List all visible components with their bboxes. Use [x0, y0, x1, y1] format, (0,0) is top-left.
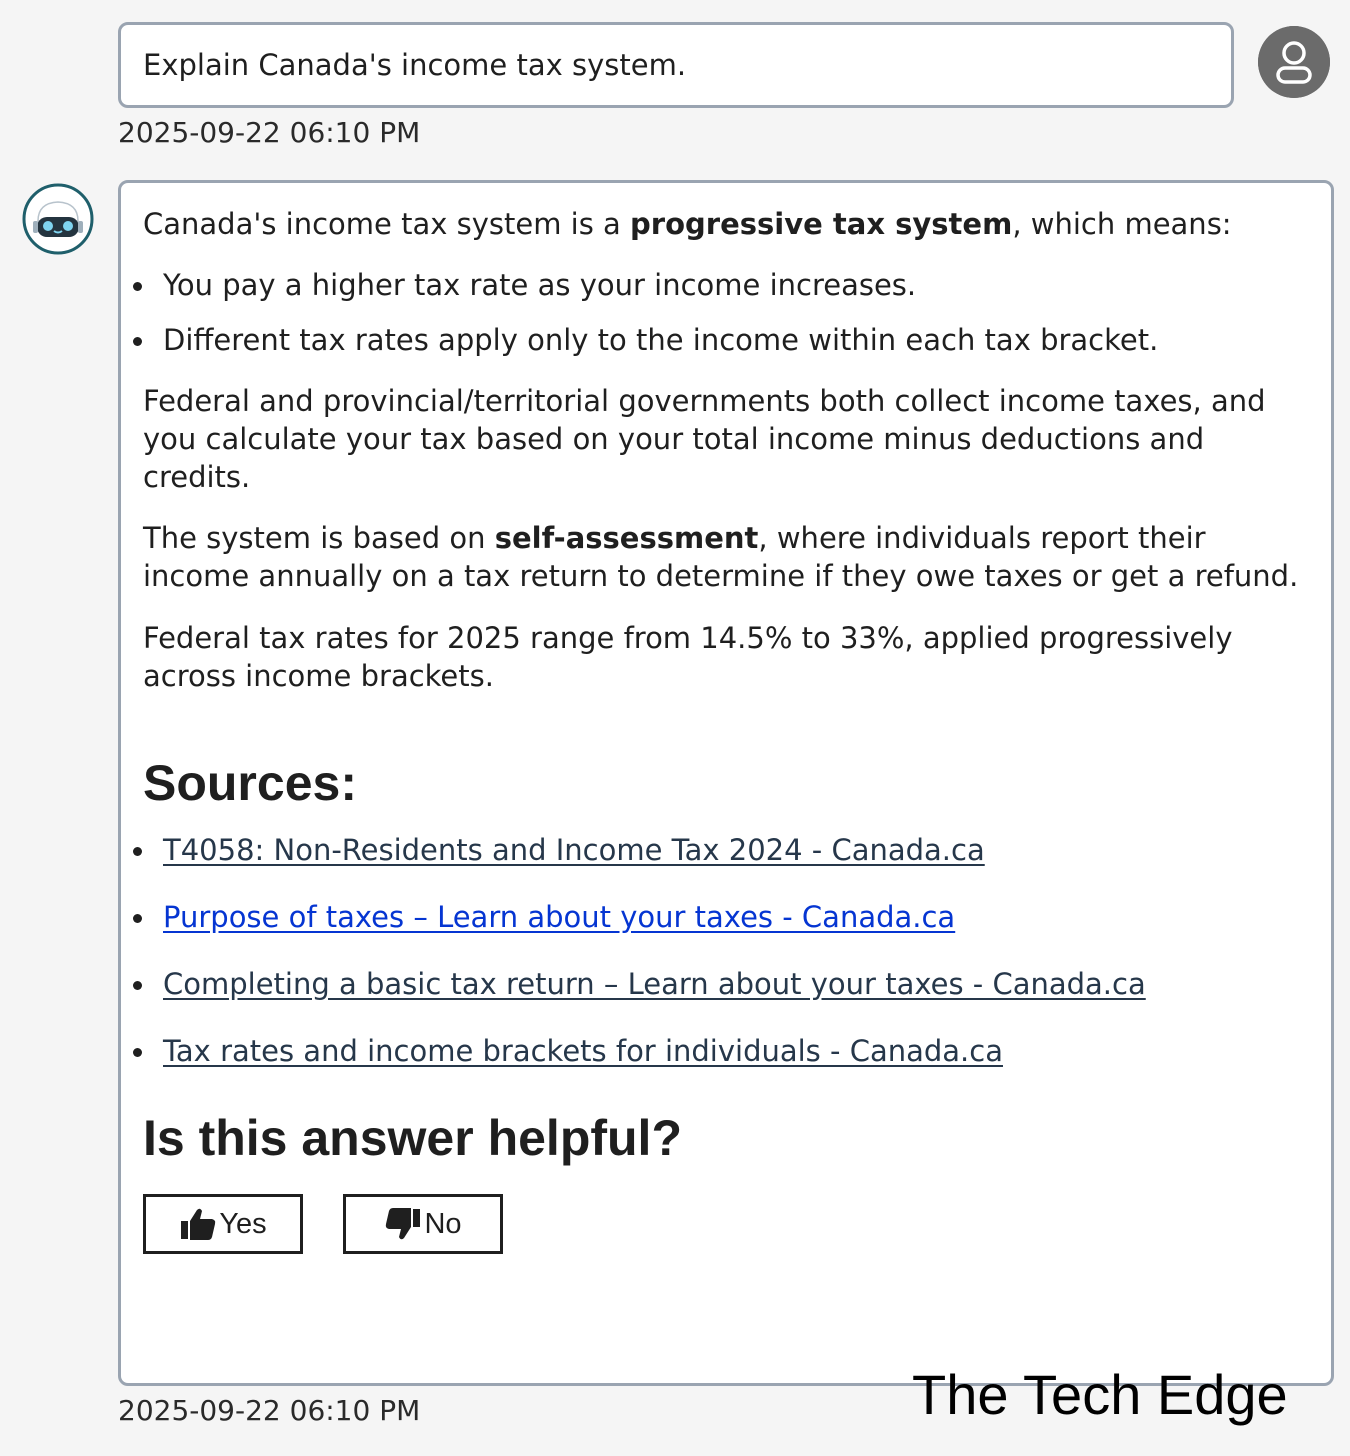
paragraph-federal-rates: Federal tax rates for 2025 range from 14.5% to 33%, applied progressively across income brackets.	[143, 621, 1233, 693]
user-avatar-icon	[1258, 26, 1330, 98]
user-message-bubble	[118, 22, 1234, 108]
feedback-heading: Is this answer helpful?	[143, 1110, 682, 1166]
feedback-buttons	[143, 1194, 1313, 1254]
no-button[interactable]	[343, 1194, 503, 1254]
source-link-basic-tax-return[interactable]: Completing a basic tax return – Learn about your taxes - Canada.ca	[163, 967, 1146, 1001]
bot-answer-card	[118, 180, 1334, 1386]
list-item	[143, 898, 1313, 936]
watermark-text: The Tech Edge	[912, 1363, 1288, 1426]
intro-paragraph: Canada's income tax system is a progressive tax system, which means:	[143, 207, 1232, 241]
source-link-t4058[interactable]: T4058: Non-Residents and Income Tax 2024 - Canada.ca	[163, 833, 985, 867]
user-message-text: Explain Canada's income tax system.	[143, 48, 687, 82]
sources-heading: Sources:	[143, 755, 357, 811]
sources-list	[143, 831, 1313, 1070]
list-item	[143, 831, 1313, 869]
list-item	[143, 1032, 1313, 1070]
intro-bullet-list	[143, 266, 1313, 359]
source-link-purpose-of-taxes[interactable]: Purpose of taxes – Learn about your taxes - Canada.ca	[163, 900, 956, 934]
list-item	[143, 965, 1313, 1003]
yes-button[interactable]	[143, 1194, 303, 1254]
thumbs-up-icon	[179, 1205, 217, 1243]
paragraph-governments: Federal and provincial/territorial governments both collect income taxes, and you calculate your tax based on your total income minus deductions and credits.	[143, 384, 1266, 494]
paragraph-self-assessment: The system is based on self-assessment, where individuals report their income annually on a tax return to determine if they owe taxes or get a refund.	[143, 521, 1299, 593]
list-item: Different tax rates apply only to the income within each tax bracket.	[143, 321, 1313, 359]
source-link-tax-rates[interactable]: Tax rates and income brackets for individuals - Canada.ca	[163, 1034, 1003, 1068]
list-item: You pay a higher tax rate as your income increases.	[143, 266, 1313, 304]
yes-label: Yes	[219, 1207, 267, 1240]
thumbs-down-icon	[384, 1205, 422, 1243]
robot-avatar-icon	[22, 183, 94, 255]
no-label: No	[424, 1207, 462, 1240]
bot-message-timestamp: 2025-09-22 06:10 PM	[118, 1394, 421, 1427]
user-message-timestamp: 2025-09-22 06:10 PM	[118, 116, 421, 149]
